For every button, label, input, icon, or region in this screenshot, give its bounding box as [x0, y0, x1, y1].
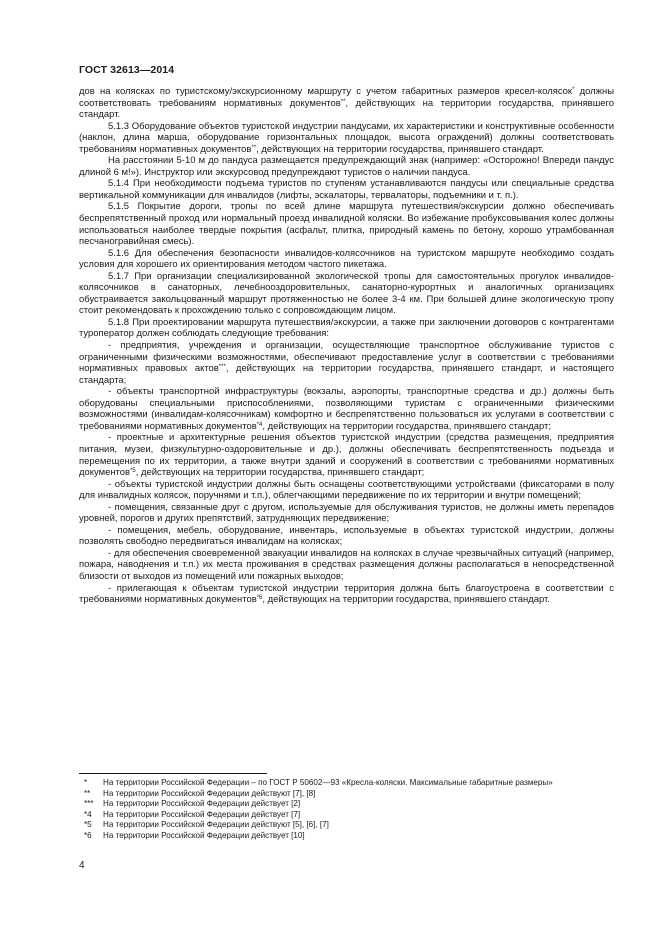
- footnote: *** На территории Российской Федерации действует [2]: [84, 799, 301, 809]
- list-item: - объекты транспортной инфраструктуры (вокзалы, аэропорты, транспортные средства и др.) должны быть оборудованы специальными приспособлениями, позволяющими туристам с ограниченными физическими возможностями (инвалидам-колясочникам) комфортно и беспрепятственно пользоваться их услугами в соответствии с требованиями нормативных документов$^{*4}$, действующих на территории государства, принявшего стандарт;: [79, 386, 614, 432]
- document-body: [79, 86, 614, 606]
- footnote: * На территории Российской Федерации – по ГОСТ Р 50602—93 «Кресла-коляски. Максимальные габаритные размеры»: [84, 778, 553, 787]
- footnotes: [79, 778, 614, 842]
- paragraph: На расстоянии 5-10 м до пандуса размещается предупреждающий знак (например: «Осторожно! Впереди пандус длиной 6 м!»). Инструктор или экскурсовод предупреждают туристов о наличии пандуса.: [79, 155, 614, 178]
- footnote: ** На территории Российской Федерации действуют [7], [8]: [84, 788, 316, 798]
- list-item: - предприятия, учреждения и организации, осуществляющие транспортное обслуживание туристов с ограниченными физическими возможностями, обеспечивают предоставление услуг в соответствии с требованиями нормативных правовых актов***, действующих на территории государства, принявшего стандарт, и настоящего стандарта;: [79, 340, 614, 386]
- paragraph: дов на колясках по туристскому/экскурсионному маршруту с учетом габаритных размеров кресел-колясок* должны соответствовать требованиям нормативных документов**, действующих на территории государства, принявшего стандарт.: [79, 86, 614, 121]
- footnote-ref: *5: [130, 468, 136, 475]
- footnote-ref: ***: [218, 364, 226, 371]
- paragraph: 5.1.5 Покрытие дороги, тропы по всей длине маршрута путешествия/экскурсии должно обеспечивать беспрепятственный проход или нормальный проезд инвалидной коляски. Во избежание пробуксовывания колес должны использоваться наиболее твердые покрытия (асфальт, плитка, природный камень по бетону, хорошо утрамбованная песчаногравийная смесь).: [79, 201, 614, 248]
- list-item: - помещения, мебель, оборудование, инвентарь, используемые в объектах туристской индустрии, должны позволять свободно передвигаться инвалидам на колясках;: [79, 524, 614, 548]
- footnote: *5 На территории Российской Федерации действуют [5], [6], [7]: [84, 820, 329, 830]
- footnote-ref: *: [572, 87, 575, 93]
- footnote-ref: *4: [256, 421, 263, 428]
- paragraph: 5.1.8 При проектировании маршрута путешествия/экскурсии, а также при заключении договоров с контрагентами туроператор должен соблюдать следующие требования:: [79, 316, 614, 340]
- paragraph: 5.1.3 Оборудование объектов туристской индустрии пандусами, их характеристики и конструктивные особенности (наклон, длина марша, оборудование горизонтальных площадок, высота ограждений) должны соответствовать требованиям нормативных документов**, действующих на территории государства, принявшего стандарт.: [79, 120, 614, 155]
- list-item: - для обеспечения своевременной эвакуации инвалидов на колясках в случае чрезвычайных ситуаций (например, пожара, наводнения и т.п.) их места проживания в средствах размещения должны располагаться в непосредственной близости от выходов из помещений или пожарных выходов;: [79, 547, 614, 582]
- footnote-divider: [79, 773, 267, 774]
- page-number: 4: [79, 860, 85, 871]
- paragraph: 5.1.7 При организации специализированной экологической тропы для самостоятельных прогулок инвалидов-колясочников в санаторных, лечебнооздоровительных, санаторно-курортных и аналогичных организациях обустраивается закольцованный маршрут протяженностью не более 3-4 км. При большей длине экологическую тропу стоит рекомендовать к прохождению только с сопровождающим лицом.: [79, 270, 614, 317]
- document-header: ГОСТ 32613—2014: [79, 64, 175, 76]
- footnote-ref: **: [251, 144, 257, 151]
- list-item: - прилегающая к объектам туристской индустрии территория должна быть благоустроена в соответствии с требованиями нормативных документов$^{*6}$, действующих на территории государства, принявшего стандарт.: [79, 582, 614, 606]
- list-item: - помещения, связанные друг с другом, используемые для обслуживания туристов, не должны иметь перепадов уровней, порогов и других препятствий, затрудняющих передвижение;: [79, 501, 614, 525]
- footnote: *4 На территории Российской Федерации действует [7]: [84, 809, 301, 819]
- paragraph: 5.1.6 Для обеспечения безопасности инвалидов-колясочников на туристском маршруте необходимо создать условия для хорошего их ориентирования методом частого пикетажа.: [79, 247, 614, 271]
- list-item: - объекты туристской индустрии должны быть оснащены соответствующими устройствами (фиксаторами в полу для инвалидных колясок, поручнями и т.п.), облегчающими передвижение по их территории и внутри помещений;: [79, 478, 614, 502]
- paragraph: 5.1.4 При необходимости подъема туристов по ступеням устанавливаются пандусы или специальные средства вертикальной коммуникации для инвалидов (лифты, эскалаторы, тервалаторы, подъемники и т. п.).: [79, 178, 614, 201]
- list-item: - проектные и архитектурные решения объектов туристской индустрии (средства размещения, предприятия питания, музеи, физкультурно-оздоровительные и др.), должны обеспечивать беспрепятственность подъезда и перемещения по их территории, а также внутри зданий и сооружений в соответствии с требованиями нормативных документов$^{*5}$, действующих на территории государства, принявшего стандарт;: [79, 432, 614, 479]
- footnote: *6 На территории Российской Федерации действует [10]: [84, 830, 305, 840]
- footnote-ref: *6: [256, 595, 263, 602]
- footnote-ref: **: [340, 98, 346, 105]
